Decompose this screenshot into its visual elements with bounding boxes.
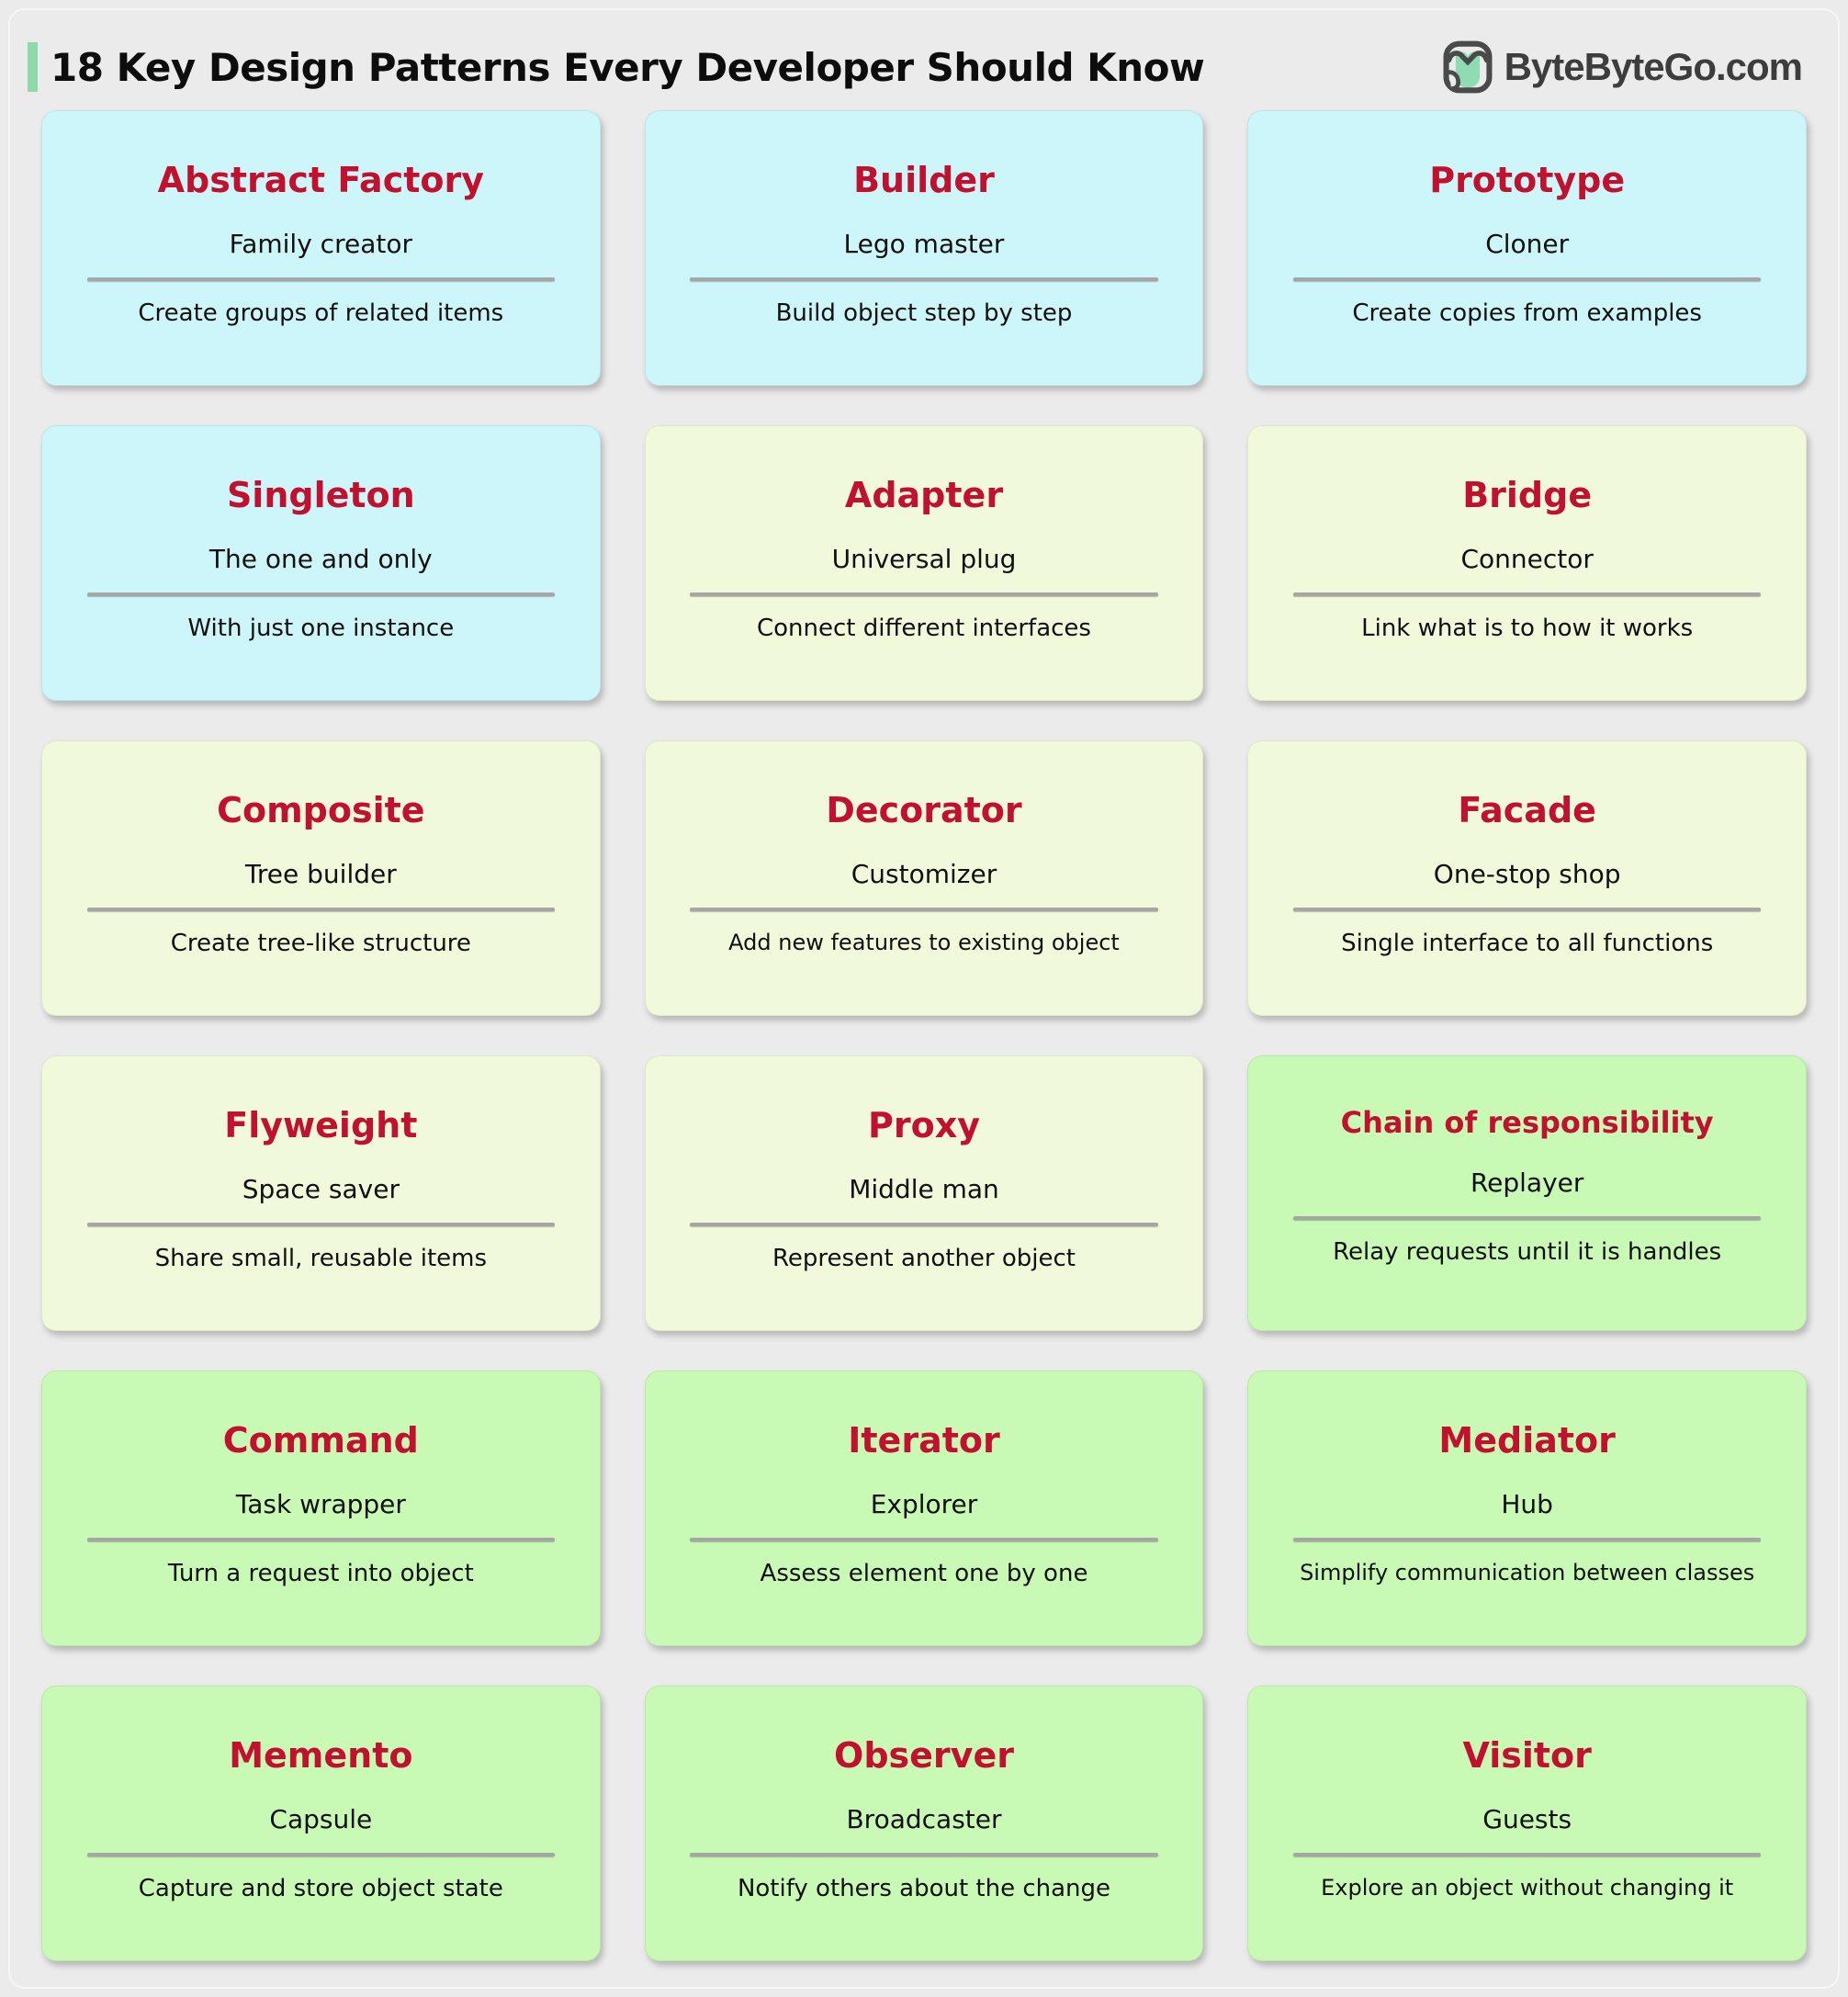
card-prototype bbox=[1247, 110, 1807, 386]
divider-line bbox=[690, 592, 1157, 596]
pattern-nickname: Connector bbox=[1460, 543, 1594, 574]
pattern-nickname: One-stop shop bbox=[1433, 858, 1621, 889]
card-memento bbox=[41, 1686, 601, 1961]
card-visitor bbox=[1247, 1686, 1807, 1961]
pattern-name: Decorator bbox=[826, 790, 1022, 830]
divider-line bbox=[87, 1538, 555, 1541]
card-proxy bbox=[645, 1055, 1204, 1331]
pattern-description: Assess element one by one bbox=[760, 1559, 1088, 1587]
pattern-description: With just one instance bbox=[187, 614, 455, 642]
pattern-name: Flyweight bbox=[224, 1105, 418, 1145]
pattern-nickname: The one and only bbox=[208, 543, 433, 574]
brand-name: ByteByteGo.com bbox=[1504, 45, 1802, 88]
pattern-description: Link what is to how it works bbox=[1361, 614, 1694, 642]
page-title: 18 Key Design Patterns Every Developer Should Know bbox=[51, 44, 1205, 90]
pattern-nickname: Task wrapper bbox=[235, 1488, 406, 1519]
pattern-nickname: Lego master bbox=[843, 228, 1005, 259]
divider-line bbox=[1293, 1216, 1761, 1220]
pattern-nickname: Family creator bbox=[229, 228, 412, 259]
card-facade bbox=[1247, 740, 1807, 1016]
card-builder bbox=[645, 110, 1204, 386]
pattern-name: Bridge bbox=[1462, 475, 1593, 515]
divider-line bbox=[87, 592, 555, 596]
pattern-description: Add new features to existing object bbox=[728, 929, 1120, 955]
accent-bar bbox=[28, 42, 38, 92]
pattern-name: Iterator bbox=[848, 1420, 1000, 1461]
pattern-description: Create groups of related items bbox=[138, 299, 504, 327]
pattern-name: Mediator bbox=[1438, 1420, 1616, 1461]
card-command bbox=[41, 1371, 601, 1646]
pattern-description: Connect different interfaces bbox=[757, 614, 1091, 642]
pattern-nickname: Hub bbox=[1501, 1488, 1553, 1519]
pattern-description: Notify others about the change bbox=[737, 1874, 1111, 1902]
pattern-name: Chain of responsibility bbox=[1340, 1105, 1714, 1140]
pattern-nickname: Guests bbox=[1482, 1803, 1572, 1834]
divider-line bbox=[1293, 908, 1761, 911]
pattern-name: Singleton bbox=[226, 475, 415, 515]
header bbox=[0, 0, 1848, 110]
pattern-description: Relay requests until it is handles bbox=[1333, 1237, 1722, 1266]
pattern-description: Capture and store object state bbox=[138, 1874, 503, 1902]
divider-line bbox=[87, 277, 555, 281]
pattern-name: Facade bbox=[1458, 790, 1596, 830]
card-decorator bbox=[645, 740, 1204, 1016]
divider-line bbox=[87, 1853, 555, 1856]
pattern-name: Memento bbox=[229, 1735, 413, 1776]
divider-line bbox=[1293, 277, 1761, 281]
pattern-name: Adapter bbox=[844, 475, 1004, 515]
card-mediator bbox=[1247, 1371, 1807, 1646]
pattern-nickname: Universal plug bbox=[831, 543, 1017, 574]
pattern-name: Proxy bbox=[868, 1105, 980, 1145]
divider-line bbox=[690, 1538, 1157, 1541]
card-singleton bbox=[41, 425, 601, 701]
beaver-logo-icon bbox=[1440, 39, 1495, 95]
card-iterator bbox=[645, 1371, 1204, 1646]
pattern-description: Share small, reusable items bbox=[154, 1244, 488, 1272]
card-observer bbox=[645, 1686, 1204, 1961]
pattern-name: Composite bbox=[217, 790, 425, 830]
pattern-description: Single interface to all functions bbox=[1341, 929, 1714, 957]
divider-line bbox=[1293, 592, 1761, 596]
title-block bbox=[28, 42, 1204, 92]
divider-line bbox=[690, 277, 1157, 281]
pattern-nickname: Cloner bbox=[1485, 228, 1570, 259]
pattern-nickname: Broadcaster bbox=[846, 1803, 1002, 1834]
pattern-nickname: Customizer bbox=[851, 858, 997, 889]
pattern-description: Build object step by step bbox=[775, 299, 1073, 327]
pattern-description: Turn a request into object bbox=[167, 1559, 474, 1587]
card-flyweight bbox=[41, 1055, 601, 1331]
pattern-name: Abstract Factory bbox=[157, 160, 485, 200]
card-abstract-factory bbox=[41, 110, 601, 386]
pattern-description: Create copies from examples bbox=[1352, 299, 1702, 327]
pattern-name: Visitor bbox=[1462, 1735, 1592, 1776]
pattern-nickname: Space saver bbox=[242, 1173, 400, 1204]
divider-line bbox=[690, 908, 1157, 911]
divider-line bbox=[87, 1223, 555, 1226]
card-chain-of-responsibility bbox=[1247, 1055, 1807, 1331]
pattern-name: Prototype bbox=[1429, 160, 1626, 200]
card-composite bbox=[41, 740, 601, 1016]
divider-line bbox=[690, 1853, 1157, 1856]
card-adapter bbox=[645, 425, 1204, 701]
pattern-description: Explore an object without changing it bbox=[1321, 1874, 1734, 1901]
divider-line bbox=[1293, 1538, 1761, 1541]
pattern-name: Builder bbox=[853, 160, 995, 200]
pattern-nickname: Capsule bbox=[269, 1803, 373, 1834]
pattern-nickname: Middle man bbox=[849, 1173, 999, 1204]
pattern-nickname: Explorer bbox=[870, 1488, 978, 1519]
pattern-description: Represent another object bbox=[772, 1244, 1076, 1272]
pattern-name: Command bbox=[222, 1420, 419, 1461]
divider-line bbox=[87, 908, 555, 911]
pattern-nickname: Replayer bbox=[1470, 1167, 1584, 1198]
pattern-grid bbox=[0, 110, 1848, 1961]
divider-line bbox=[690, 1223, 1157, 1226]
pattern-nickname: Tree builder bbox=[244, 858, 397, 889]
pattern-description: Create tree-like structure bbox=[170, 929, 471, 957]
pattern-name: Observer bbox=[834, 1735, 1014, 1776]
card-bridge bbox=[1247, 425, 1807, 701]
brand-logo bbox=[1440, 39, 1802, 95]
pattern-description: Simplify communication between classes bbox=[1300, 1559, 1755, 1585]
divider-line bbox=[1293, 1853, 1761, 1856]
